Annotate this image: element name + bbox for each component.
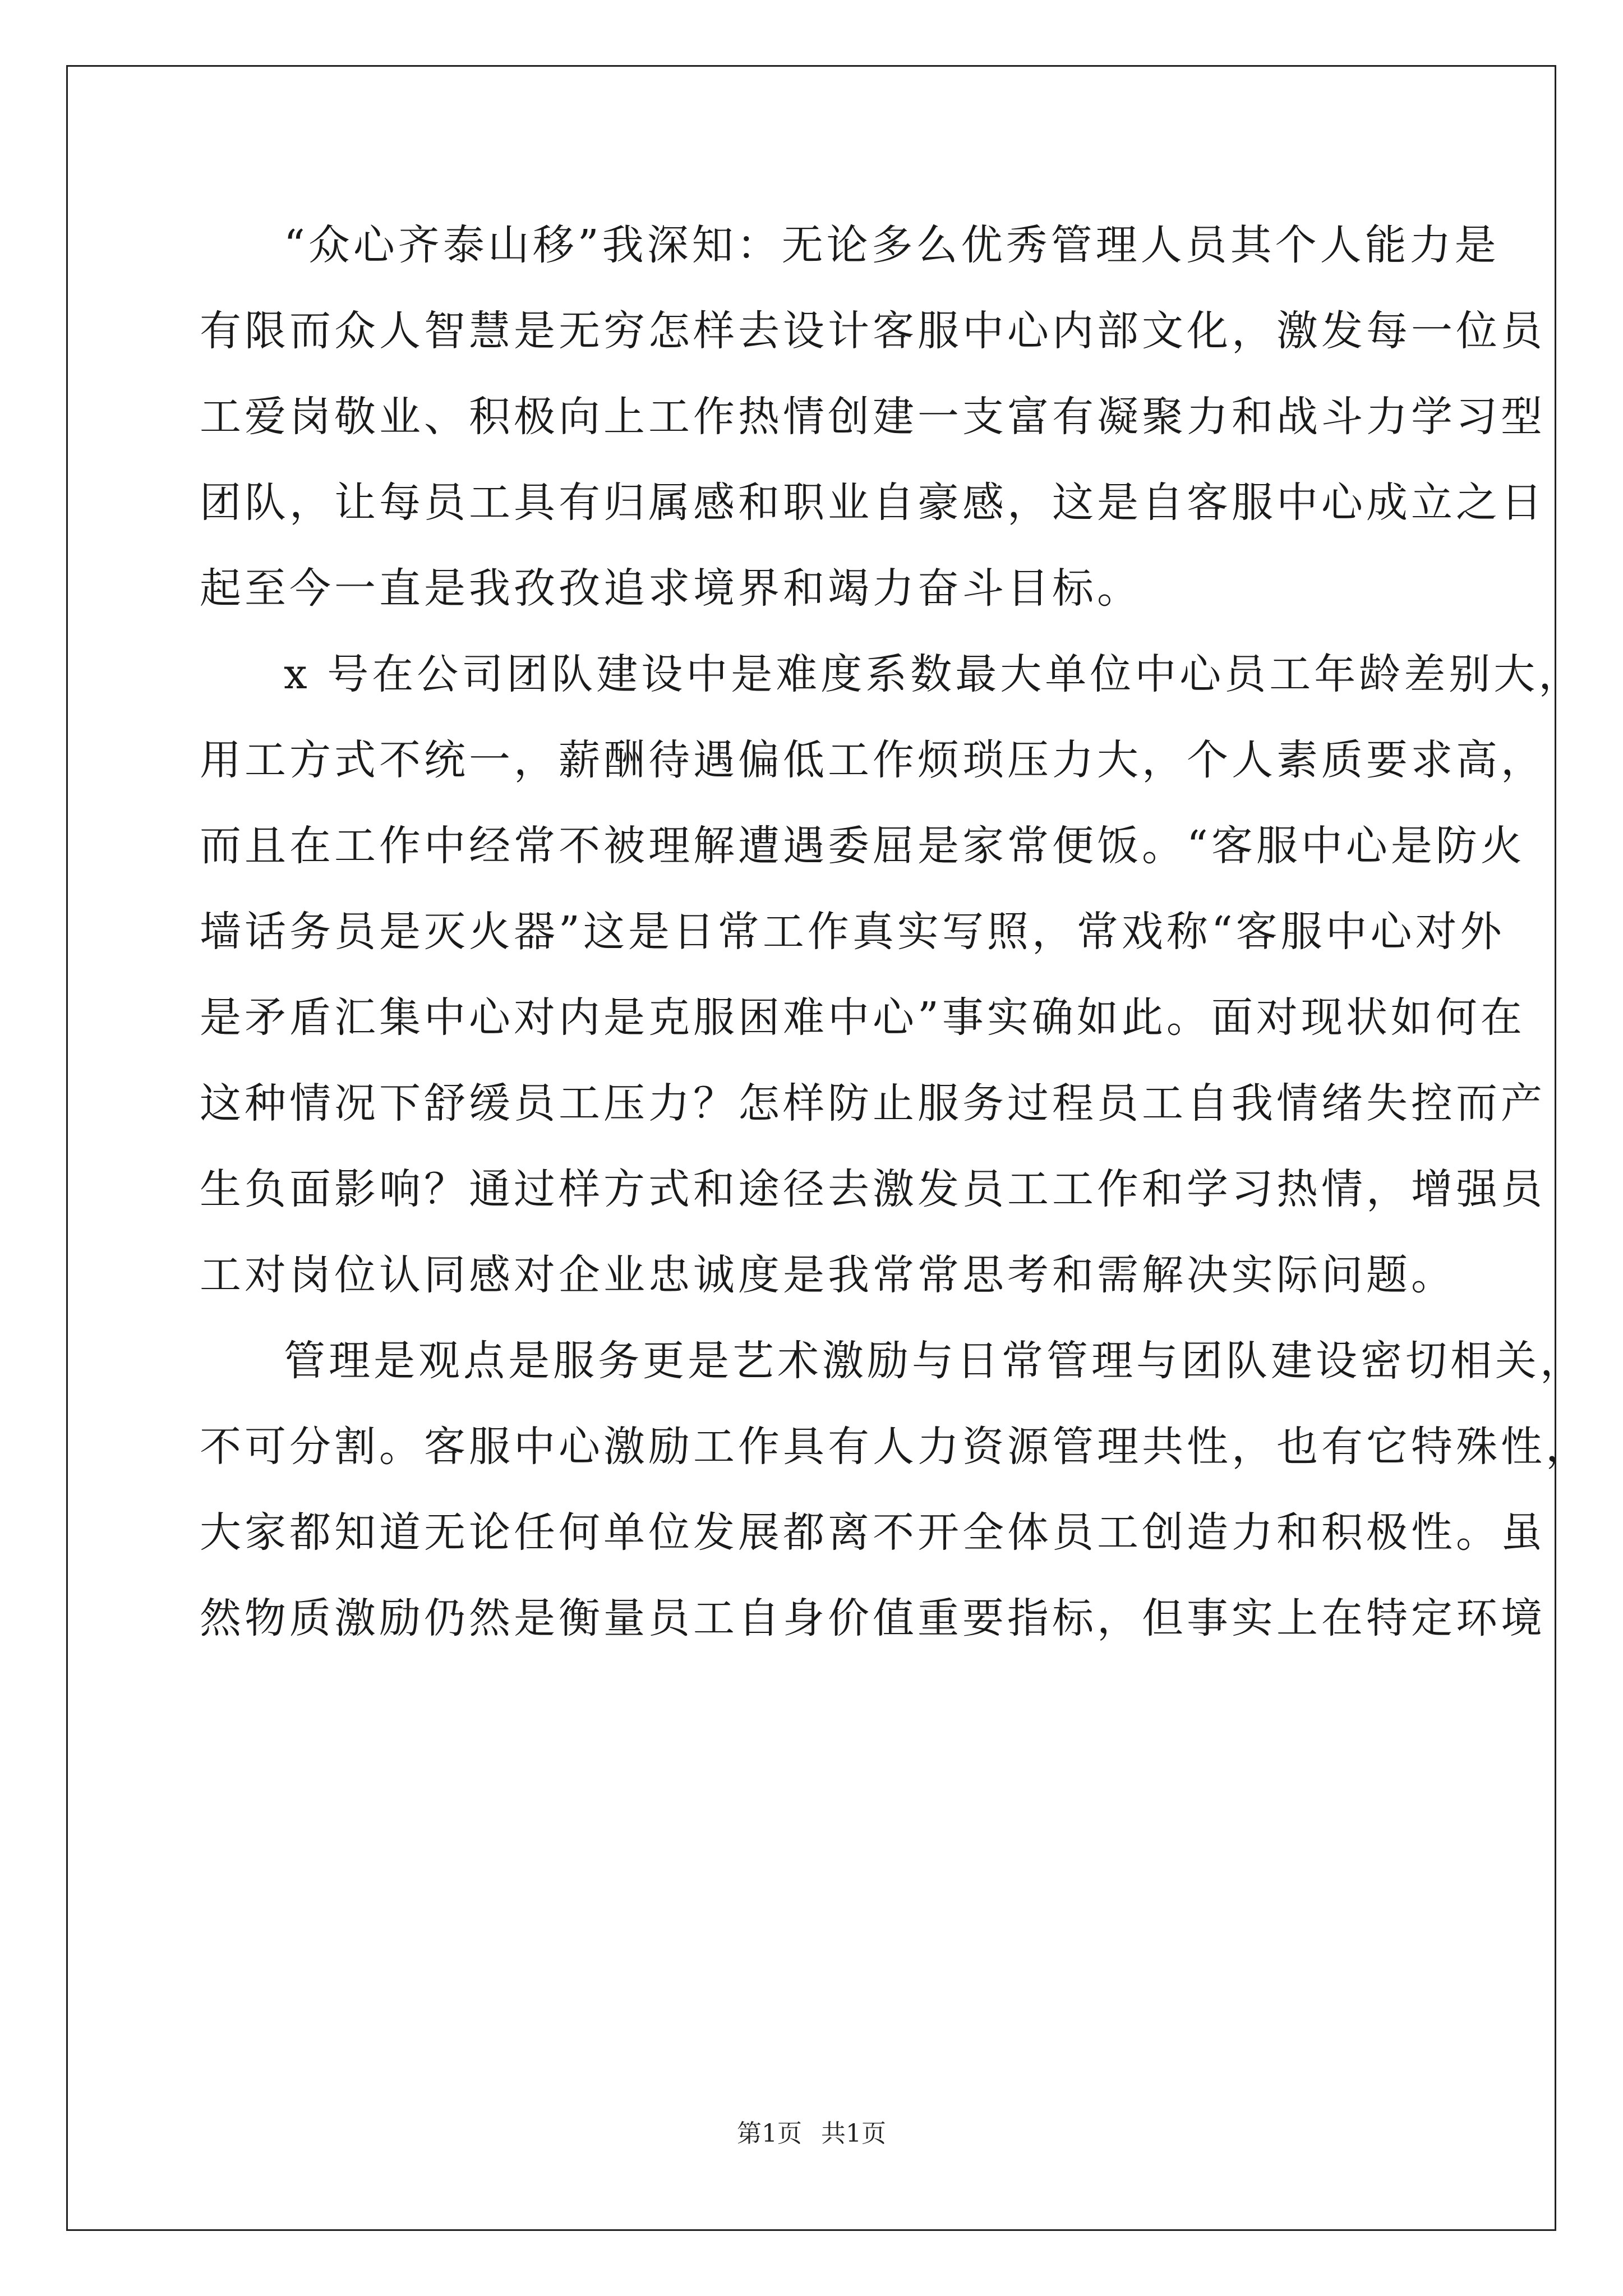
page-footer — [0, 2119, 1623, 2148]
text-line: 大家都知道无论任何单位发展都离不开全体员工创造力和积极性。虽 — [200, 1508, 1546, 1557]
text-line: 不可分割。客服中心激励工作具有人力资源管理共性，也有它特殊性， — [200, 1423, 1590, 1471]
text-line: 管理是观点是服务更是艺术激励与日常管理与团队建设密切相关， — [284, 1337, 1585, 1385]
text-line: 工对岗位认同感对企业忠诚度是我常常思考和需解决实际问题。 — [200, 1251, 1456, 1299]
text-line: 起至今一直是我孜孜追求境界和竭力奋斗目标。 — [200, 564, 1142, 613]
text-line: 然物质激励仍然是衡量员工自身价值重要指标，但事实上在特定环境 — [200, 1594, 1546, 1642]
text-line: 用工方式不统一，薪酬待遇偏低工作烦琐压力大，个人素质要求高， — [200, 736, 1546, 784]
page-border — [66, 65, 1556, 2231]
text-line: 是矛盾汇集中心对内是克服困难中心”事实确如此。面对现状如何在 — [200, 993, 1525, 1042]
text-line: 墙话务员是灭火器”这是日常工作真实写照，常戏称“客服中心对外 — [200, 908, 1505, 956]
page-number: 第1页 — [737, 2119, 802, 2148]
text-line: 有限而众人智慧是无穷怎样去设计客服中心内部文化，激发每一位员 — [200, 307, 1546, 355]
text-line: x 号在公司团队建设中是难度系数最大单位中心员工年龄差别大， — [284, 650, 1584, 698]
text-line: 工爱岗敬业、积极向上工作热情创建一支富有凝聚力和战斗力学习型 — [200, 393, 1546, 441]
text-line: 团队，让每员工具有归属感和职业自豪感，这是自客服中心成立之日 — [200, 478, 1546, 527]
text-line: 而且在工作中经常不被理解遭遇委屈是家常便饭。“客服中心是防火 — [200, 822, 1525, 870]
page-total: 共1页 — [821, 2119, 886, 2148]
text-line: 这种情况下舒缓员工压力？怎样防止服务过程员工自我情绪失控而产 — [200, 1079, 1546, 1128]
text-line: 生负面影响？通过样方式和途径去激发员工工作和学习热情，增强员 — [200, 1165, 1546, 1213]
text-line: “众心齐泰山移”我深知：无论多么优秀管理人员其个人能力是 — [284, 221, 1500, 269]
